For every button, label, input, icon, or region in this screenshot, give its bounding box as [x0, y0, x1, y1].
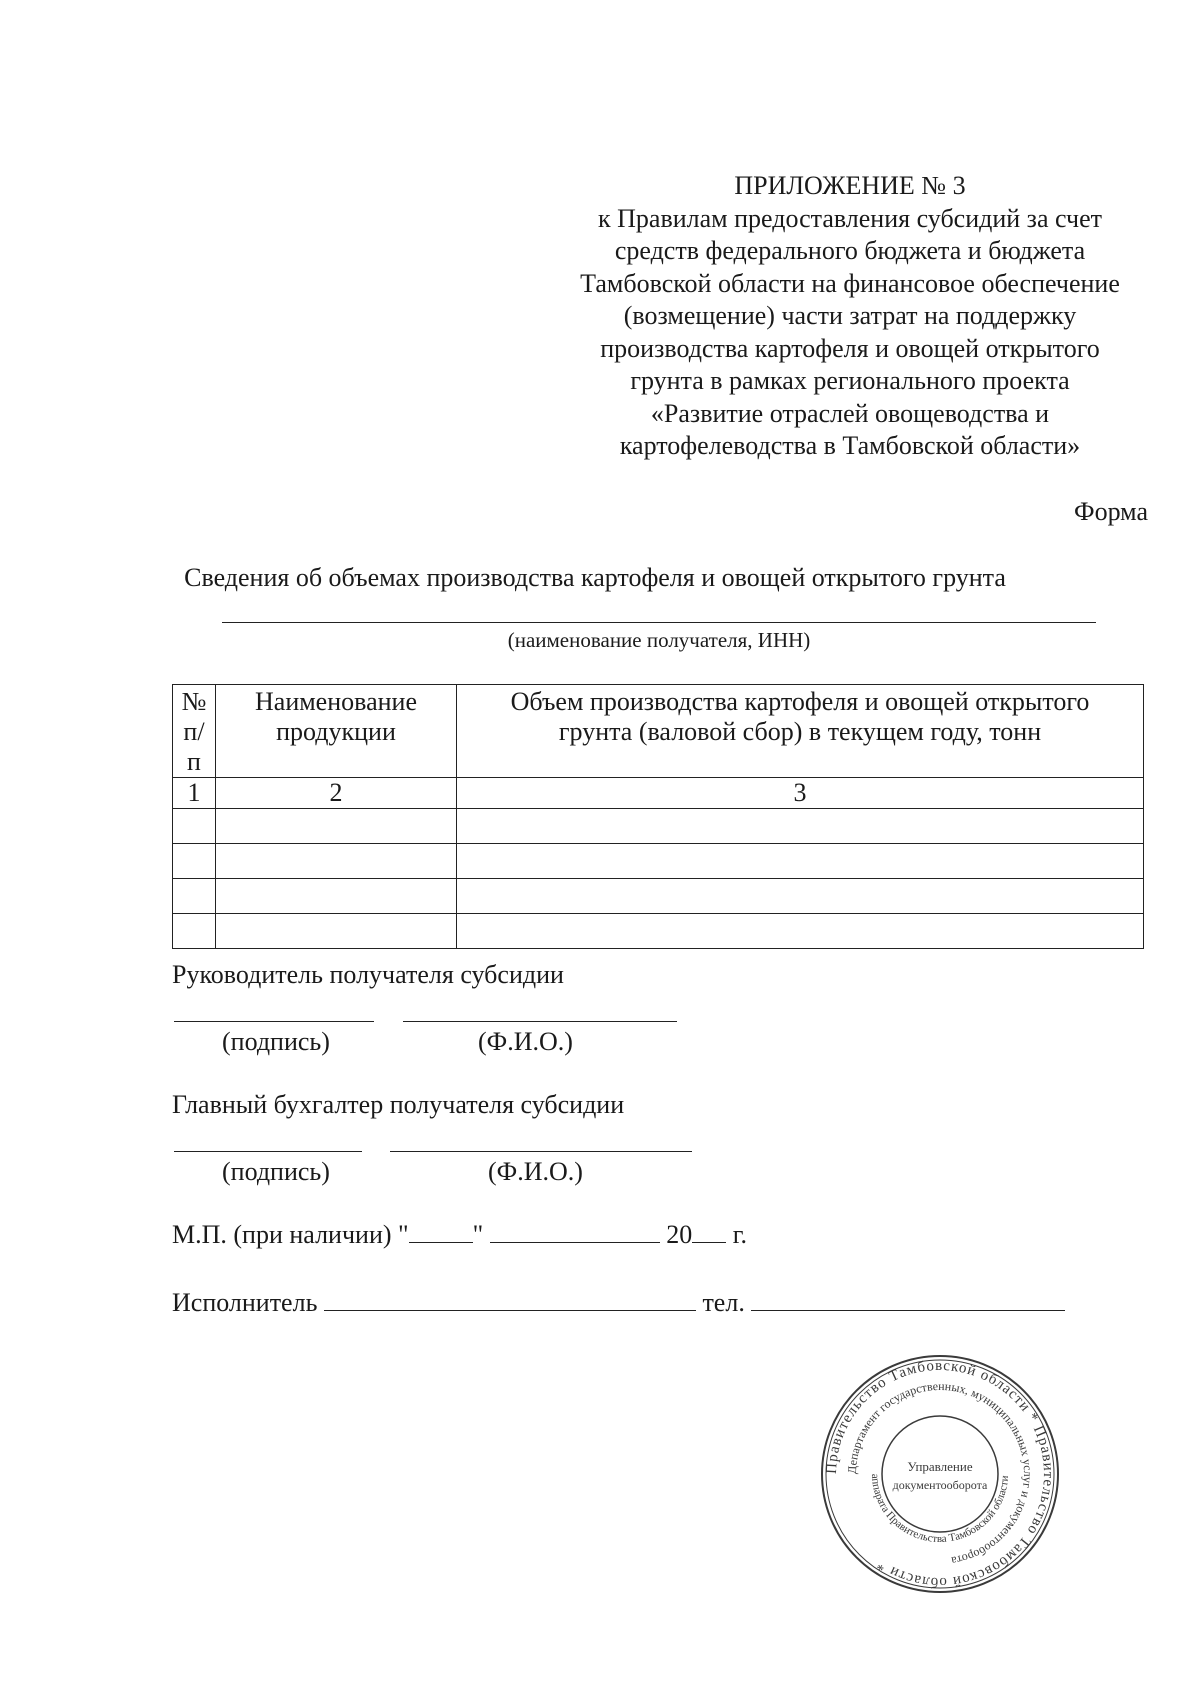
document-title: Сведения об объемах производства картофеля и овощей открытого грунта: [184, 563, 1006, 592]
stamp-center-line2: документооборота: [892, 1478, 988, 1492]
header-number: [173, 685, 216, 778]
table-row: [173, 914, 1144, 949]
header-volume: [457, 685, 1144, 778]
accountant-signature-field[interactable]: [174, 1151, 362, 1152]
day-field[interactable]: [409, 1222, 473, 1243]
stamp-center-ring: [882, 1416, 998, 1532]
form-label: Форма: [1074, 497, 1148, 526]
production-volume-table: [172, 684, 1144, 949]
stamp-outer-text: Правительство Тамбовской области * Правительство Тамбовской области *: [823, 1357, 1057, 1591]
seal-label: М.П. (при наличии): [172, 1220, 392, 1249]
appendix-line: производства картофеля и овощей открытого: [600, 333, 1100, 363]
table-cell[interactable]: [457, 879, 1144, 914]
table-cell[interactable]: [173, 809, 216, 844]
table-header-row: [173, 685, 1144, 778]
accountant-signature-caption: (подпись): [222, 1157, 330, 1186]
head-signature-caption: (подпись): [222, 1027, 330, 1056]
stamp-inner-text: аппарата Правительства Тамбовской области: [868, 1473, 1012, 1546]
phone-label: тел.: [702, 1288, 745, 1317]
column-number-cell: 1: [173, 778, 216, 809]
header-volume-line1: Объем производства картофеля и овощей открытого: [510, 687, 1090, 716]
appendix-line: к Правилам предоставления субсидий за счет: [598, 203, 1102, 233]
appendix-line: (возмещение) части затрат на поддержку: [623, 301, 1077, 330]
recipient-caption: (наименование получателя, ИНН): [507, 628, 811, 652]
appendix-line: средств федерального бюджета и бюджета: [614, 236, 1086, 265]
table-cell[interactable]: [216, 844, 457, 879]
stamp-middle-text: Департамент государственных, муниципальных услуг и документооборота: [844, 1378, 1036, 1569]
recipient-name-field[interactable]: [222, 622, 1096, 623]
executor-field[interactable]: [324, 1290, 696, 1311]
seal-date-line: [172, 1220, 747, 1250]
appendix-header: [540, 170, 1160, 463]
table-cell[interactable]: [457, 844, 1144, 879]
table-cell[interactable]: [173, 844, 216, 879]
phone-field[interactable]: [751, 1290, 1065, 1311]
year-prefix: 20: [666, 1220, 693, 1249]
appendix-line: картофелеводства в Тамбовской области»: [619, 431, 1081, 460]
appendix-title: ПРИЛОЖЕНИЕ № 3: [734, 171, 966, 200]
header-product-line2: продукции: [276, 717, 396, 746]
table-cell[interactable]: [173, 914, 216, 949]
table-row: [173, 879, 1144, 914]
year-field[interactable]: [692, 1222, 726, 1243]
year-suffix: г.: [732, 1220, 747, 1249]
accountant-name-field[interactable]: [390, 1151, 692, 1152]
table-row: [173, 844, 1144, 879]
head-signature-title: Руководитель получателя субсидии: [172, 960, 564, 989]
table-cell[interactable]: [216, 809, 457, 844]
head-name-caption: (Ф.И.О.): [478, 1027, 573, 1056]
column-number-cell: 3: [457, 778, 1144, 809]
month-field[interactable]: [490, 1222, 660, 1243]
table-row: [173, 809, 1144, 844]
executor-line: [172, 1288, 1065, 1318]
table-cell[interactable]: [216, 914, 457, 949]
header-product-name: [216, 685, 457, 778]
appendix-line: грунта в рамках регионального проекта: [630, 366, 1070, 395]
quote-close: ": [472, 1220, 484, 1249]
official-stamp: [820, 1354, 1060, 1594]
header-number-line2: п/п: [183, 717, 205, 776]
table-column-numbers-row: [173, 778, 1144, 809]
column-number-cell: 2: [216, 778, 457, 809]
head-signature-field[interactable]: [174, 1021, 374, 1022]
header-volume-line2: грунта (валовой сбор) в текущем году, тонн: [558, 717, 1042, 746]
table-cell[interactable]: [457, 809, 1144, 844]
accountant-name-caption: (Ф.И.О.): [488, 1157, 583, 1186]
header-product-line1: Наименование: [255, 687, 417, 716]
table-cell[interactable]: [216, 879, 457, 914]
head-name-field[interactable]: [403, 1021, 677, 1022]
appendix-line: Тамбовской области на финансовое обеспечение: [580, 268, 1120, 298]
table-cell[interactable]: [173, 879, 216, 914]
accountant-signature-title: Главный бухгалтер получателя субсидии: [172, 1090, 625, 1119]
stamp-center-line1: Управление: [907, 1459, 973, 1474]
quote-open: ": [398, 1220, 409, 1249]
header-number-line1: №: [181, 687, 207, 716]
table-cell[interactable]: [457, 914, 1144, 949]
appendix-line: «Развитие отраслей овощеводства и: [650, 398, 1050, 428]
executor-label: Исполнитель: [172, 1288, 318, 1317]
